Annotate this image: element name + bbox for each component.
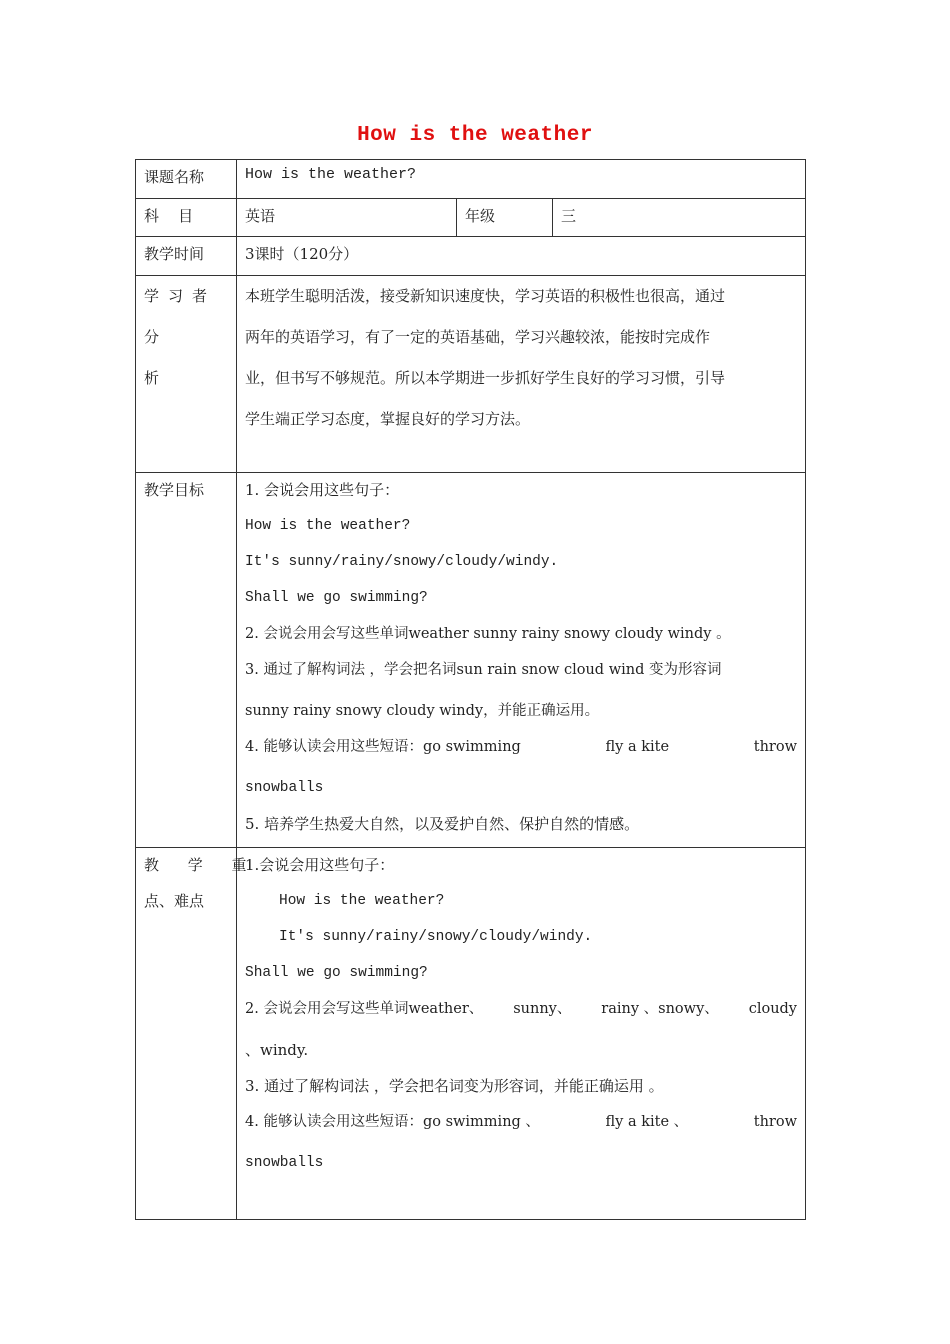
goal-1-title: 1. 会说会用这些句子： (245, 481, 400, 499)
analysis-label-line1: 学习者分 (144, 287, 217, 346)
keypoints-content (237, 848, 806, 1220)
goal-3-line-2: sunny rainy snowy cloudy windy，并能正确运用。 (245, 703, 600, 719)
goals-label: 教学目标 (136, 473, 237, 848)
time-row (136, 237, 806, 276)
keypoints-label-line1: 教 学 重 (144, 856, 259, 874)
keypoints-label (136, 848, 259, 1220)
subject-label: 科 目 (136, 199, 237, 237)
topic-row (136, 160, 806, 199)
key-4-line-2: snowballs (245, 1155, 324, 1171)
goal-2: 2. 会说会用会写这些单词weather sunny rainy snowy cloudy windy 。 (245, 626, 731, 642)
key-2-part-2: sunny、 (513, 1001, 572, 1017)
key-4-part-2: fly a kite 、 (605, 1114, 689, 1130)
time-label: 教学时间 (136, 237, 237, 276)
key-1-sentence-1: How is the weather? (279, 893, 445, 909)
keypoints-row (136, 848, 806, 1220)
analysis-row (136, 276, 806, 473)
topic-label: 课题名称 (136, 160, 237, 199)
goal-4-line-2: snowballs (245, 780, 324, 796)
analysis-label-line2: 析 (144, 369, 169, 387)
goal-4-part-3: throw (753, 739, 797, 755)
key-1-sentence-2: It's sunny/rainy/snowy/cloudy/windy. (279, 929, 593, 945)
key-4-part-1: 4. 能够认读会用这些短语：go swimming 、 (245, 1114, 540, 1130)
key-3: 3. 通过了解构词法 ，学会把名词变为形容词，并能正确运用 。 (245, 1077, 664, 1095)
goals-content (237, 473, 806, 848)
grade-value: 三 (553, 199, 806, 237)
key-1-sentence-3: Shall we go swimming? (245, 965, 428, 981)
analysis-line-4: 学生端正学习态度，掌握良好的学习方法。 (245, 410, 531, 428)
analysis-line-1: 本班学生聪明活泼，接受新知识速度快，学习英语的积极性也很高，通过 (245, 287, 726, 305)
page-title: How is the weather (357, 124, 593, 147)
goal-1-sentence-3: Shall we go swimming? (245, 590, 428, 606)
goal-4-line-1 (245, 734, 797, 775)
key-2-part-4: cloudy (748, 1001, 798, 1017)
keypoints-label-line2: 点、难点 (144, 892, 205, 910)
analysis-line-3: 业，但书写不够规范。所以本学期进一步抓好学生良好的学习习惯，引导 (245, 369, 726, 387)
key-2-line-1 (245, 996, 797, 1037)
goal-4-part-2: fly a kite (605, 739, 670, 755)
key-2-part-3: rainy 、snowy、 (601, 1001, 719, 1017)
grade-label: 年级 (457, 199, 553, 237)
goal-4-part-1: 4. 能够认读会用这些短语：go swimming (245, 739, 521, 755)
topic-value: How is the weather? (237, 160, 806, 199)
subject-row (136, 199, 806, 237)
key-2-part-1: 2. 会说会用会写这些单词weather、 (245, 1001, 484, 1017)
analysis-text (237, 276, 806, 473)
subject-value: 英语 (237, 199, 457, 237)
key-1-title: 1.会说会用这些句子： (245, 856, 395, 874)
goal-5: 5. 培养学生热爱大自然，以及爱护自然、保护自然的情感。 (245, 815, 640, 833)
analysis-line-2: 两年的英语学习，有了一定的英语基础，学习兴趣较浓，能按时完成作 (245, 328, 711, 346)
key-2-line-2: 、windy. (245, 1041, 309, 1059)
goal-1-sentence-2: It's sunny/rainy/snowy/cloudy/windy. (245, 554, 559, 570)
time-value: 3课时（120分） (237, 237, 806, 276)
analysis-label (136, 276, 237, 473)
goals-row (136, 473, 806, 848)
goal-1-sentence-1: How is the weather? (245, 518, 411, 534)
key-4-part-3: throw (753, 1114, 797, 1130)
key-4-line-1 (245, 1109, 797, 1150)
goal-3-line-1: 3. 通过了解构词法 ，学会把名词sun rain snow cloud wind 变为形容词 (245, 662, 722, 678)
lesson-plan-table (135, 159, 806, 1220)
